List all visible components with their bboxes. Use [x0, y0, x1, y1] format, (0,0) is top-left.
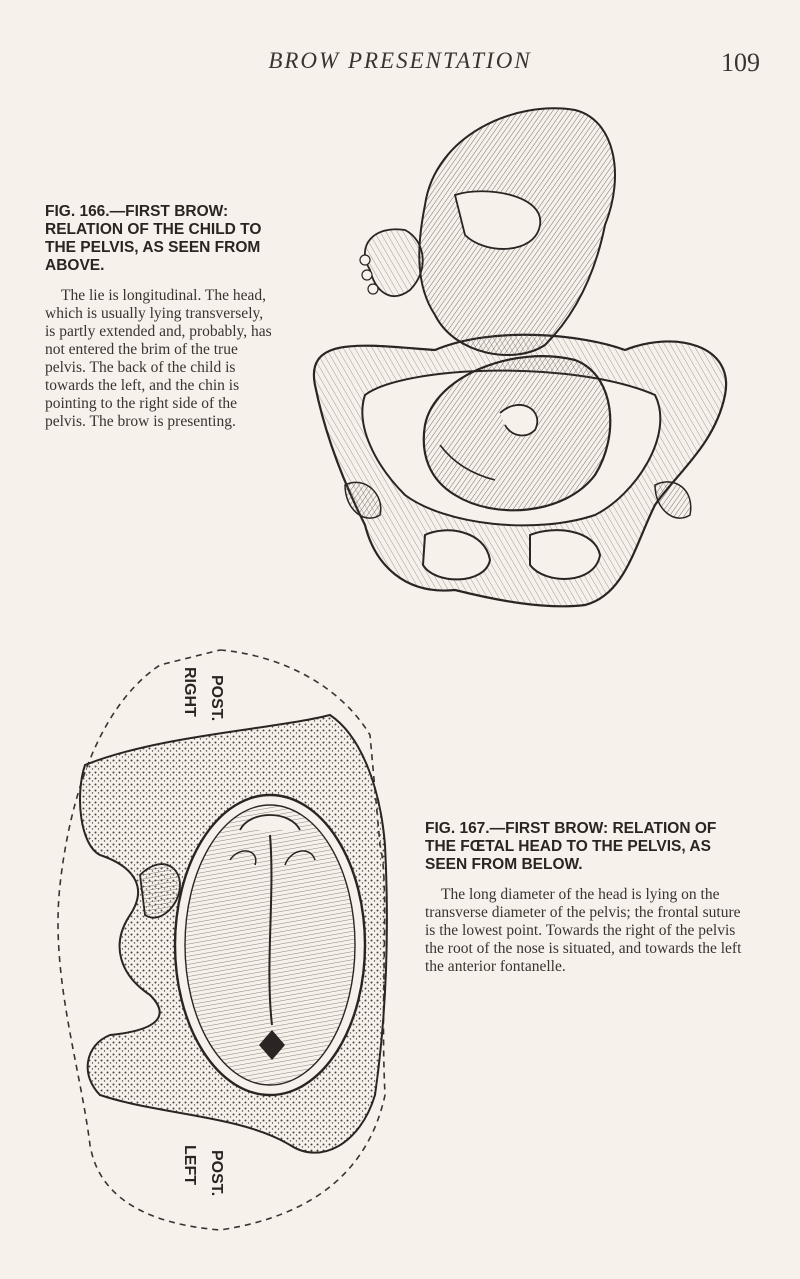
label-right: RIGHT	[181, 667, 198, 717]
fetal-head	[175, 795, 365, 1095]
figure-167-illustration	[40, 645, 420, 1235]
figure-166-illustration	[295, 95, 745, 620]
label-left: LEFT	[181, 1145, 198, 1185]
figure-166-body: The lie is longitudinal. The head, which is usually lying transversely, is partly extended and, probably, has not entered the brim of the true pelvis. The back of the child is towards the left, and the chin is pointing to the right side of the pelvis. The brow is presenting.	[45, 287, 272, 430]
running-head	[0, 42, 800, 82]
figure-166-caption	[45, 203, 277, 431]
page-number: 109	[721, 48, 760, 77]
label-post-top: POST.	[208, 675, 225, 722]
figure-167-heading: FIG. 167.—FIRST BROW: RELATION OF THE FŒTAL HEAD TO THE PELVIS, AS SEEN FROM BELOW.	[425, 820, 717, 873]
label-post-bottom: POST.	[208, 1150, 225, 1197]
figure-167-body: The long diameter of the head is lying on the transverse diameter of the pelvis; the frontal suture is the lowest point. Towards the right of the pelvis the root of the nose is situated, and towards the left the anterior fontanelle.	[425, 886, 742, 975]
figure-166-heading: FIG. 166.—FIRST BROW: RELATION OF THE CHILD TO THE PELVIS, AS SEEN FROM ABOVE.	[45, 203, 262, 274]
running-title: BROW PRESENTATION	[268, 48, 532, 73]
figure-167-caption	[425, 820, 745, 976]
